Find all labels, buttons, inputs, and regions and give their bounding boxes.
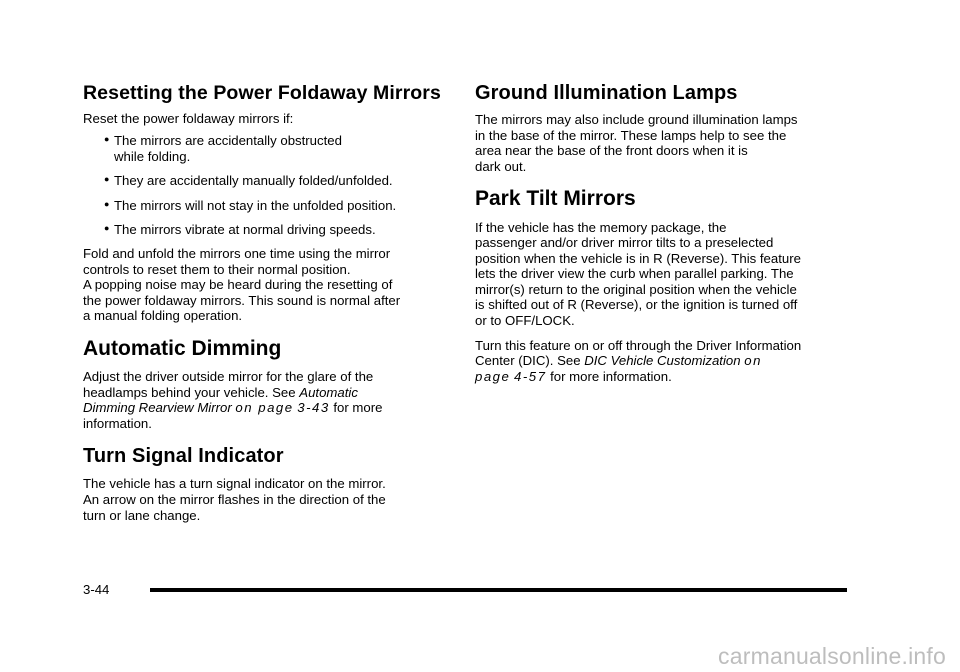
list-item: ● The mirrors are accidentally obstructed while folding.	[104, 133, 342, 164]
watermark-text: carmanualsonline.info	[718, 643, 946, 669]
park-tilt-paragraph-1: If the vehicle has the memory package, the passenger and/or driver mirror tilts to a preselected position when the vehicle is in R (Reverse). This feature lets the driver view the curb when parallel parking. The mirror(s) return to the original position when the vehicle is shifted out of R (Reverse), or the ignition is turned off or to OFF/LOCK.	[475, 219, 801, 329]
left-column	[83, 82, 443, 523]
heading-ground-illumination-lamps: Ground Illumination Lamps	[475, 82, 738, 104]
list-item: ● The mirrors vibrate at normal driving speeds.	[104, 222, 376, 238]
reset-conditions-list	[83, 133, 443, 238]
bullet-icon: ●	[104, 134, 110, 145]
heading-automatic-dimming: Automatic Dimming	[83, 336, 282, 360]
turn-signal-paragraph: The vehicle has a turn signal indicator on the mirror. An arrow on the mirror flashes in the direction of the turn or lane change.	[83, 476, 386, 523]
resetting-intro: Reset the power foldaway mirrors if:	[83, 111, 294, 127]
park-tilt-paragraph-2: Turn this feature on or off through the Driver Information Center (DIC). See DIC Vehicle Customization on page 4-57 for more information.	[475, 337, 802, 384]
footer-divider	[150, 588, 847, 592]
list-item: ● They are accidentally manually folded/unfolded.	[104, 173, 393, 189]
xref-dic-vehicle-customization-link[interactable]: DIC Vehicle Customization on page 4-57	[475, 353, 762, 384]
page-number: 3-44	[83, 582, 110, 597]
automatic-dimming-paragraph: Adjust the driver outside mirror for the glare of the headlamps behind your vehicle. See Automatic Dimming Rearview Mirror on page 3-43 for more information.	[83, 369, 383, 431]
resetting-paragraph: Fold and unfold the mirrors one time using the mirror controls to reset them to their normal position. A popping noise may be heard during the resetting of the power foldaway mirrors. This sound is normal after a manual folding operation.	[83, 245, 401, 324]
bullet-icon: ●	[104, 174, 110, 185]
right-column	[475, 82, 847, 384]
xref-automatic-dimming-link[interactable]: Automatic Dimming Rearview Mirror on page 3-43	[83, 384, 358, 416]
heading-park-tilt-mirrors: Park Tilt Mirrors	[475, 187, 636, 211]
bullet-icon: ●	[104, 223, 110, 234]
bullet-icon: ●	[104, 198, 110, 209]
list-item: ● The mirrors will not stay in the unfolded position.	[104, 197, 397, 213]
ground-lamps-paragraph: The mirrors may also include ground illumination lamps in the base of the mirror. These lamps help to see the area near the base of the front doors when it is dark out.	[475, 112, 798, 174]
heading-resetting-power-foldaway-mirrors: Resetting the Power Foldaway Mirrors	[83, 82, 441, 104]
heading-turn-signal-indicator: Turn Signal Indicator	[83, 445, 284, 468]
